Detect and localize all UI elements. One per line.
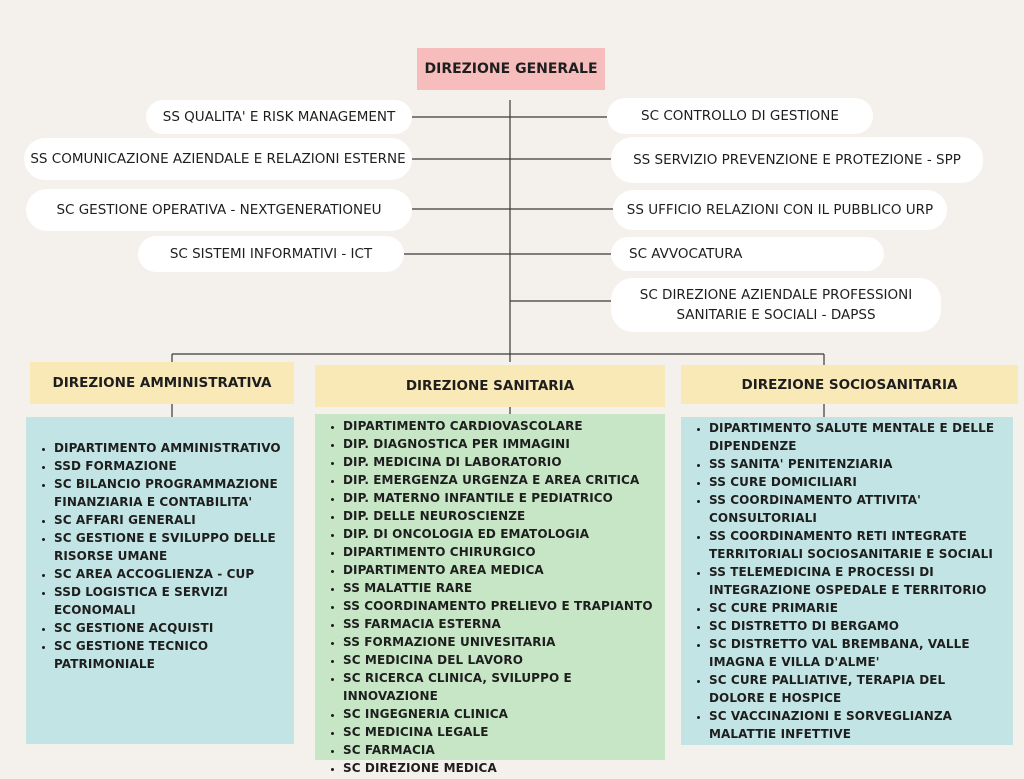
unit-list-item: • SC AREA ACCOGLIENZA - CUP [54, 565, 286, 583]
unit-list-item: • SSD FORMAZIONE [54, 457, 286, 475]
direction-label: DIREZIONE AMMINISTRATIVA [52, 375, 272, 391]
staff-node-urp [613, 190, 947, 230]
unit-list-item: • SC VACCINAZIONI E SORVEGLIANZA MALATTIE INFETTIVE [709, 707, 1005, 743]
direzione-sociosanitaria-node [681, 365, 1018, 404]
unit-list-item: • DIP. DELLE NEUROSCIENZE [343, 507, 659, 525]
staff-node-controllo-gestione [607, 98, 873, 134]
staff-node-comunicazione [24, 138, 412, 180]
direzione-sanitaria-node [315, 365, 665, 407]
unit-list-item: • DIPARTIMENTO AMMINISTRATIVO [54, 439, 286, 457]
unit-list-item: • SC DISTRETTO VAL BREMBANA, VALLE IMAGNA E VILLA D'ALME' [709, 635, 1005, 671]
unit-list-item: • SSD LOGISTICA E SERVIZI ECONOMALI [54, 583, 286, 619]
direzione-amministrativa-node [30, 362, 294, 404]
unit-list [26, 439, 286, 673]
unit-list-item: • SC DISTRETTO DI BERGAMO [709, 617, 1005, 635]
unit-list-item: • SC GESTIONE E SVILUPPO DELLE RISORSE UMANE [54, 529, 286, 565]
staff-label: SC CONTROLLO DI GESTIONE [641, 108, 839, 124]
unit-list-item: • SC CURE PRIMARIE [709, 599, 1005, 617]
unit-list-item: • DIPARTIMENTO CARDIOVASCOLARE [343, 417, 659, 435]
staff-node-prevenzione [611, 137, 983, 183]
unit-list-item: • DIPARTIMENTO AREA MEDICA [343, 561, 659, 579]
unit-list-item: • SS FARMACIA ESTERNA [343, 615, 659, 633]
unit-list-item: • SC MEDICINA LEGALE [343, 723, 659, 741]
unit-list-item: • SS COORDINAMENTO RETI INTEGRATE TERRITORIALI SOCIOSANITARIE E SOCIALI [709, 527, 1005, 563]
staff-label: SC DIREZIONE AZIENDALE PROFESSIONI SANITARIE E SOCIALI - DAPSS [639, 287, 913, 323]
unit-list [681, 419, 1005, 743]
direzione-generale-node [417, 48, 605, 90]
unit-list-item: • DIP. EMERGENZA URGENZA E AREA CRITICA [343, 471, 659, 489]
staff-label: SS SERVIZIO PREVENZIONE E PROTEZIONE - SPP [633, 152, 961, 168]
staff-label: SS UFFICIO RELAZIONI CON IL PUBBLICO URP [626, 202, 934, 218]
unit-list-item: • SS COORDINAMENTO PRELIEVO E TRAPIANTO [343, 597, 659, 615]
unit-list-item: • SC RICERCA CLINICA, SVILUPPO E INNOVAZIONE [343, 669, 659, 705]
unit-list-item: • DIP. MATERNO INFANTILE E PEDIATRICO [343, 489, 659, 507]
unit-list-item: • SS TELEMEDICINA E PROCESSI DI INTEGRAZIONE OSPEDALE E TERRITORIO [709, 563, 1005, 599]
unit-list-item: • SC GESTIONE TECNICO PATRIMONIALE [54, 637, 286, 673]
unit-list-item: • SC BILANCIO PROGRAMMAZIONE FINANZIARIA E CONTABILITA' [54, 475, 286, 511]
unit-list-item: • SS CURE DOMICILIARI [709, 473, 1005, 491]
unit-list-item: • SC FARMACIA [343, 741, 659, 759]
staff-node-avvocatura [611, 237, 884, 271]
unit-list-item: • SC INGEGNERIA CLINICA [343, 705, 659, 723]
unit-list-item: • SC GESTIONE ACQUISTI [54, 619, 286, 637]
amministrativa-unit-list [26, 417, 294, 744]
unit-list [315, 417, 659, 777]
direction-label: DIREZIONE SANITARIA [405, 378, 575, 394]
staff-label: SS QUALITA' E RISK MANAGEMENT [162, 109, 396, 125]
staff-node-dapss [611, 278, 941, 332]
staff-node-gestione-operativa [26, 189, 412, 231]
unit-list-item: • SS MALATTIE RARE [343, 579, 659, 597]
unit-list-item: • DIP. DIAGNOSTICA PER IMMAGINI [343, 435, 659, 453]
unit-list-item: • SC MEDICINA DEL LAVORO [343, 651, 659, 669]
unit-list-item: • SC AFFARI GENERALI [54, 511, 286, 529]
staff-label: SS COMUNICAZIONE AZIENDALE E RELAZIONI ESTERNE [30, 151, 406, 167]
unit-list-item: • DIP. DI ONCOLOGIA ED EMATOLOGIA [343, 525, 659, 543]
unit-list-item: • SS COORDINAMENTO ATTIVITA' CONSULTORIALI [709, 491, 1005, 527]
staff-label: SC SISTEMI INFORMATIVI - ICT [169, 246, 373, 262]
unit-list-item: • DIP. MEDICINA DI LABORATORIO [343, 453, 659, 471]
sociosanitaria-unit-list [681, 417, 1013, 745]
staff-node-sistemi-informativi [138, 236, 404, 272]
staff-label: SC AVVOCATURA [629, 246, 743, 262]
direction-label: DIREZIONE SOCIOSANITARIA [741, 376, 958, 393]
direzione-generale-label: DIREZIONE GENERALE [424, 61, 598, 77]
sanitaria-unit-list [315, 414, 665, 775]
unit-list-item: • SS FORMAZIONE UNIVESITARIA [343, 633, 659, 651]
unit-list-item: • DIPARTIMENTO CHIRURGICO [343, 543, 659, 561]
unit-list-item: • DIPARTIMENTO SALUTE MENTALE E DELLE DIPENDENZE [709, 419, 1005, 455]
staff-node-qualita [146, 100, 412, 134]
unit-list-item: • SC CURE PALLIATIVE, TERAPIA DEL DOLORE E HOSPICE [709, 671, 1005, 707]
staff-label: SC GESTIONE OPERATIVA - NEXTGENERATIONEU [56, 202, 382, 218]
unit-list-item: • SS SANITA' PENITENZIARIA [709, 455, 1005, 473]
unit-list-item: • SC DIREZIONE MEDICA [343, 759, 659, 777]
